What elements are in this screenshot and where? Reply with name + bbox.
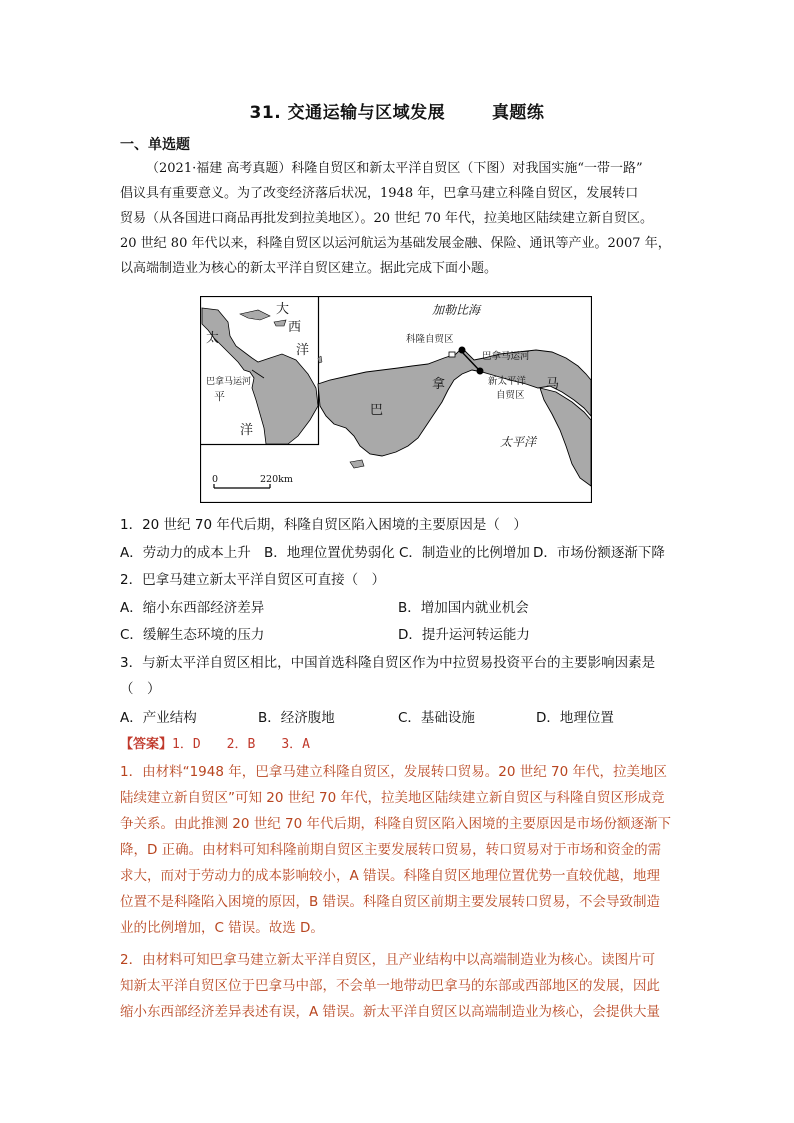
inset-label-pacific-3: 洋 [240,423,254,438]
label-new-pacific-1: 新太平洋 [488,376,527,387]
inset-label-pacific-1: 太 [206,331,220,346]
answer-label: 【答案】 [120,737,173,752]
label-caribbean: 加勒比海 [432,303,481,317]
intro-line: 倡议具有重要意义。为了改变经济落后状况，1948 年，巴拿马建立科隆自贸区，发展转口 [120,186,639,201]
question-1-option-a[interactable]: A．劳动力的成本上升 [120,545,251,561]
intro-passage [120,156,680,281]
explanation-line: 降，D 正确。由材料可知科隆前期自贸区主要发展转口贸易，转口贸易对于市场和资金的需 [120,842,662,858]
explanation-line: 争关系。由此推测 20 世纪 70 年代后期，科隆自贸区陷入困境的主要原因是市场份额逐渐下 [120,816,672,832]
scale-zero: 0 [212,474,219,485]
question-3-option-d[interactable]: D．地理位置 [536,710,614,726]
explanation-line: 陆续建立新自贸区”可知 20 世纪 70 年代，拉美地区陆续建立新自贸区与科隆自贸区形成竞 [120,790,665,806]
inset-label-canal: 巴拿马运河 [206,377,252,387]
title-topic: 交通运输与区域发展 [287,103,446,123]
answer-line [120,733,310,752]
inset-label-atlantic-1: 大 [276,302,290,317]
explanation-line: 知新太平洋自贸区位于巴拿马中部，不会单一地带动巴拿马的东部或西部地区的发展，因此 [120,978,660,994]
question-1-option-b[interactable]: B．地理位置优势弱化 [264,545,395,561]
question-1-option-c[interactable]: C．制造业的比例增加 [399,545,530,561]
intro-line: 以高端制造业为核心的新太平洋自贸区建立。据此完成下面小题。 [120,261,498,276]
question-1-option-d[interactable]: D．市场份额逐渐下降 [533,545,665,561]
scale-distance: 220km [260,474,293,485]
answer-keys: 1．D 2．B 3．A [172,737,310,752]
explanation-line: 位置不是科隆陷入困境的原因，B 错误。科隆自贸区前期主要发展转口贸易，不会导致制造 [120,894,661,910]
label-colon-zone: 科隆自贸区 [406,334,454,345]
title-kind: 真题练 [491,103,545,123]
label-panama-canal: 巴拿马运河 [482,351,530,362]
question-3-option-c[interactable]: C．基础设施 [398,710,475,726]
panama-map [200,296,592,503]
intro-line: 20 世纪 80 年代以来，科隆自贸区以运河航运为基础发展金融、保险、通讯等产业。2007 年， [120,236,671,251]
question-1-stem: 1．20 世纪 70 年代后期，科隆自贸区陷入困境的主要原因是（ ） [120,517,527,533]
question-2-option-a[interactable]: A．缩小东西部经济差异 [120,600,265,616]
colon-zone-box [449,352,455,357]
explanation-line: 1．由材料“1948 年，巴拿马建立科隆自贸区，发展转口贸易。20 世纪 70 年代，拉美地区 [120,764,667,780]
question-2-option-d[interactable]: D．提升运河转运能力 [398,627,530,643]
title-number: 31. [249,103,282,123]
explanation-line: 求大，而对于劳动力的成本影响较小，A 错误。科隆自贸区地理位置优势一直较优越，地理 [120,868,661,884]
section-heading: 一、单选题 [120,137,190,153]
question-2-option-b[interactable]: B．增加国内就业机会 [398,600,529,616]
question-3-stem-bracket: （ ） [120,681,161,697]
question-3-option-b[interactable]: B．经济腹地 [258,710,335,726]
explanation-line: 2．由材料可知巴拿马建立新太平洋自贸区，且产业结构中以高端制造业为核心。读图片可 [120,952,656,968]
intro-line: 贸易（从各国进口商品再批发到拉美地区）。20 世纪 70 年代，拉美地区陆续建立新自贸区。 [120,211,653,226]
intro-line: （2021·福建 高考真题）科隆自贸区和新太平洋自贸区（下图）对我国实施“一带一路” [146,161,643,176]
question-2-stem: 2．巴拿马建立新太平洋自贸区可直接（ ） [120,572,386,588]
question-3-option-a[interactable]: A．产业结构 [120,710,197,726]
explanation-line: 缩小东西部经济差异表述有误，A 错误。新太平洋自贸区以高端制造业为核心，会提供大量 [120,1004,661,1020]
inset-label-atlantic-3: 洋 [296,343,310,358]
label-country-2: 拿 [432,377,446,392]
question-3-stem: 3．与新太平洋自贸区相比，中国首选科隆自贸区作为中拉贸易投资平台的主要影响因素是 [120,655,656,671]
label-pacific: 太平洋 [500,435,537,449]
explanation-line: 业的比例增加，C 错误。故选 D。 [120,920,324,936]
label-country-1: 巴 [370,403,384,418]
inset-label-pacific-2: 平 [214,390,225,403]
page-title [0,98,794,123]
question-2-option-c[interactable]: C．缓解生态环境的压力 [120,627,265,643]
inset-label-atlantic-2: 西 [288,320,302,335]
label-new-pacific-2: 自贸区 [496,390,525,401]
label-country-3: 马 [546,377,560,392]
